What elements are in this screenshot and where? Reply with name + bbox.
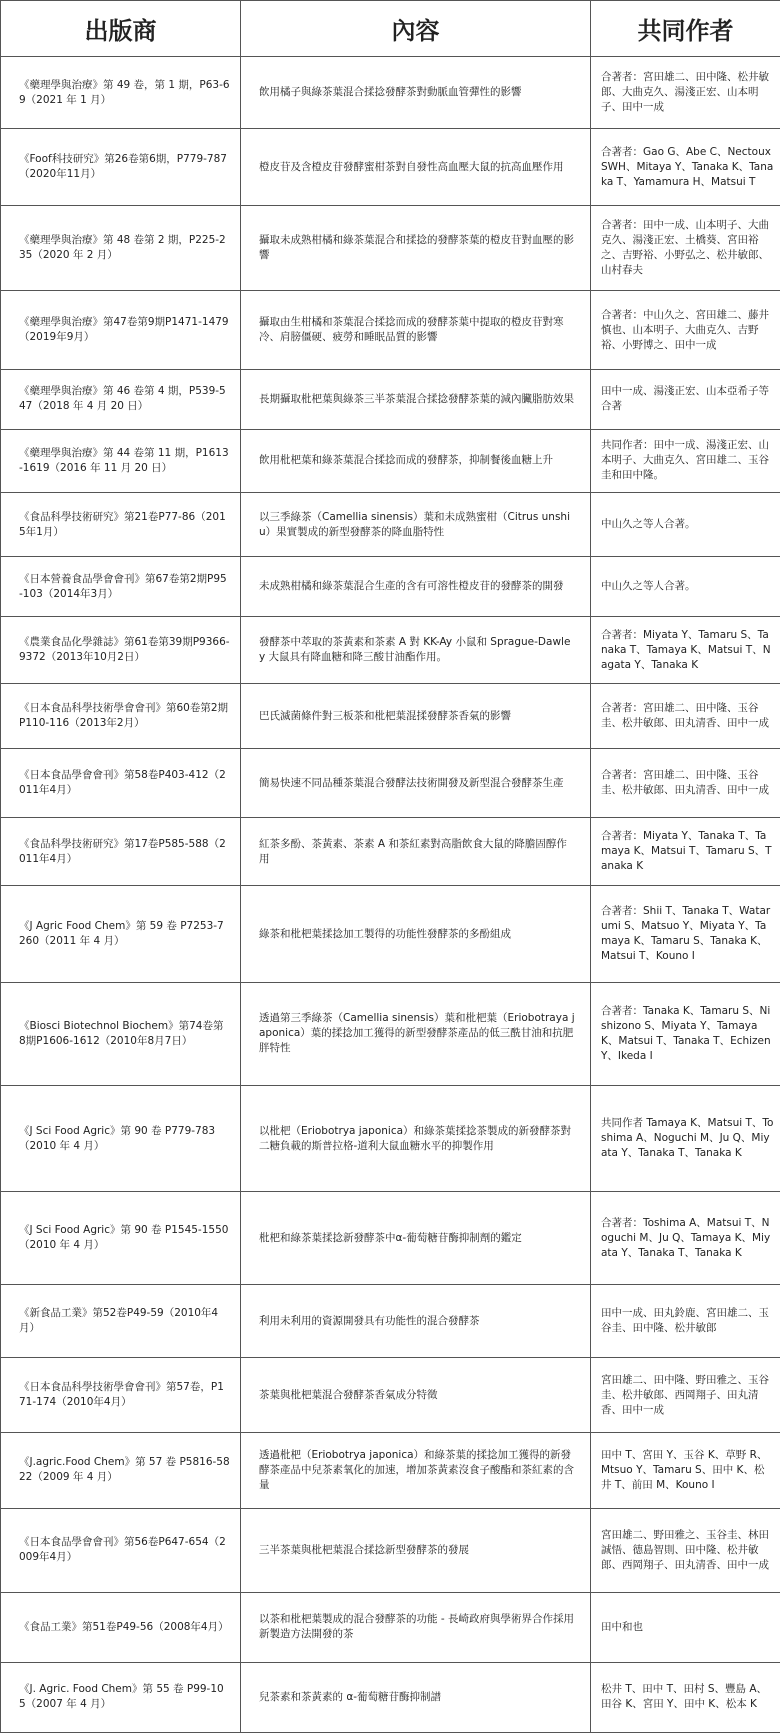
table-row bbox=[1, 291, 780, 369]
content-cell: 以茶和枇杷葉製成的混合發酵茶的功能 - 長崎政府與學術界合作採用新製造方法開發的茶 bbox=[241, 1592, 591, 1662]
publisher-cell: 《日本食品學會會刊》第58卷P403-412（2011年4月） bbox=[1, 749, 241, 818]
table-row bbox=[1, 684, 780, 749]
table-row bbox=[1, 493, 780, 557]
table-row bbox=[1, 1086, 780, 1192]
content-cell: 攝取由生柑橘和茶葉混合揉捻而成的發酵茶葉中提取的橙皮苷對寒冷、肩膀僵硬、疲勞和睡眠品質的影響 bbox=[241, 291, 591, 369]
authors-cell: 合著者：宮田雄二、田中隆、玉谷圭、松井敏郎、田丸清香、田中一成 bbox=[591, 749, 780, 818]
authors-cell: 共同作者 Tamaya K、Matsui T、Toshima A、Noguchi M、Ju Q、Miyata Y、Tanaka T、Tanaka K bbox=[591, 1086, 780, 1192]
authors-cell: 共同作者：田中一成、湯淺正宏、山本明子、大曲克久、宮田雄二、玉谷圭和田中隆。 bbox=[591, 429, 780, 493]
table-row bbox=[1, 369, 780, 429]
publisher-cell: 《食品工業》第51卷P49-56（2008年4月） bbox=[1, 1592, 241, 1662]
authors-cell: 宮田雄二、野田雅之、玉谷圭、林田誠悟、德島智則、田中隆、松井敏郎、西岡翔子、田丸清香、田中一成 bbox=[591, 1508, 780, 1592]
table-row bbox=[1, 617, 780, 684]
content-cell: 枇杷和綠茶葉揉捻新發酵茶中α-葡萄糖苷酶抑制劑的鑑定 bbox=[241, 1191, 591, 1284]
authors-cell: 合著者：田中一成、山本明子、大曲克久、湯淺正宏、土橋葵、宮田裕之、吉野裕、小野弘之、松井敏郎、山村春夫 bbox=[591, 206, 780, 291]
publisher-cell: 《農業食品化學雜誌》第61卷第39期P9366-9372（2013年10月2日） bbox=[1, 617, 241, 684]
authors-cell: 田中 T、宮田 Y、玉谷 K、草野 R、Mtsuo Y、Tamaru S、田中 K、松井 T、前田 M、Kouno I bbox=[591, 1433, 780, 1508]
publisher-cell: 《食品科學技術研究》第17卷P585-588（2011年4月） bbox=[1, 818, 241, 886]
publisher-cell: 《藥理學與治療》第 46 卷第 4 期，P539-547（2018 年 4 月 20 日） bbox=[1, 369, 241, 429]
authors-cell: 宮田雄二、田中隆、野田雅之、玉谷圭、松井敏郎、西岡翔子、田丸清香、田中一成 bbox=[591, 1358, 780, 1433]
content-cell: 以枇杷（Eriobotrya japonica）和綠茶葉揉捻茶製成的新發酵茶對二糖負載的斯普拉格-道利大鼠血糖水平的抑製作用 bbox=[241, 1086, 591, 1192]
table-row bbox=[1, 1285, 780, 1358]
content-cell: 長期攝取枇杷葉與綠茶三半茶葉混合揉捻發酵茶葉的減內臟脂肪效果 bbox=[241, 369, 591, 429]
content-cell: 紅茶多酚、茶黃素、茶素 A 和茶紅素對高脂飲食大鼠的降膽固醇作用 bbox=[241, 818, 591, 886]
content-cell: 巴氏滅菌條件對三板茶和枇杷葉混揉發酵茶香氣的影響 bbox=[241, 684, 591, 749]
content-cell: 透過第三季綠茶（Camellia sinensis）葉和枇杷葉（Eriobotraya japonica）葉的揉捻加工獲得的新型發酵茶產品的低三酰甘油和抗肥胖特性 bbox=[241, 982, 591, 1086]
authors-cell: 田中一成、湯淺正宏、山本亞希子等合著 bbox=[591, 369, 780, 429]
publisher-cell: 《J Sci Food Agric》第 90 卷 P1545-1550（2010 年 4 月） bbox=[1, 1191, 241, 1284]
table-row bbox=[1, 886, 780, 982]
table-row bbox=[1, 1191, 780, 1284]
authors-cell: 田中一成、田丸鈴鹿、宮田雄二、玉谷圭、田中隆、松井敏郎 bbox=[591, 1285, 780, 1358]
authors-cell: 田中和也 bbox=[591, 1592, 780, 1662]
content-cell: 橙皮苷及含橙皮苷發酵蜜柑茶對自發性高血壓大鼠的抗高血壓作用 bbox=[241, 129, 591, 206]
authors-cell: 合著者：Tanaka K、Tamaru S、Nishizono S、Miyata Y、Tamaya K、Matsui T、Tanaka T、Echizen Y、Ikeda I bbox=[591, 982, 780, 1086]
header-row bbox=[1, 1, 780, 57]
authors-cell: 中山久之等人合著。 bbox=[591, 493, 780, 557]
publisher-cell: 《日本營養食品學會會刊》第67卷第2期P95-103（2014年3月） bbox=[1, 557, 241, 617]
table-body bbox=[1, 57, 780, 1733]
table-row bbox=[1, 1592, 780, 1662]
authors-cell: 合著者：Miyata Y、Tamaru S、Tanaka T、Tamaya K、Matsui T、Nagata Y、Tanaka K bbox=[591, 617, 780, 684]
authors-cell: 合著者：Toshima A、Matsui T、Noguchi M、Ju Q、Tamaya K、Miyata Y、Tanaka T、Tanaka K bbox=[591, 1191, 780, 1284]
table-row bbox=[1, 982, 780, 1086]
authors-cell: 合著者：宮田雄二、田中隆、松井敏郎、大曲克久、湯淺正宏、山本明子、田中一成 bbox=[591, 57, 780, 129]
publisher-cell: 《J Agric Food Chem》第 59 卷 P7253-7260（2011 年 4 月） bbox=[1, 886, 241, 982]
publisher-cell: 《日本食品學會會刊》第56卷P647-654（2009年4月） bbox=[1, 1508, 241, 1592]
publisher-cell: 《新食品工業》第52卷P49-59（2010年4月） bbox=[1, 1285, 241, 1358]
authors-column-header: 共同作者 bbox=[591, 1, 780, 57]
publisher-cell: 《食品科學技術研究》第21卷P77-86（2015年1月） bbox=[1, 493, 241, 557]
content-cell: 飲用橘子與綠茶葉混合揉捻發酵茶對動脈血管彈性的影響 bbox=[241, 57, 591, 129]
authors-cell: 中山久之等人合著。 bbox=[591, 557, 780, 617]
content-cell: 利用未利用的資源開發具有功能性的混合發酵茶 bbox=[241, 1285, 591, 1358]
publisher-cell: 《日本食品科學技術學會會刊》第57卷，P171-174（2010年4月） bbox=[1, 1358, 241, 1433]
publisher-cell: 《Biosci Biotechnol Biochem》第74卷第8期P1606-1612（2010年8月7日） bbox=[1, 982, 241, 1086]
table-row bbox=[1, 818, 780, 886]
content-cell: 攝取未成熟柑橘和綠茶葉混合和揉捻的發酵茶葉的橙皮苷對血壓的影響 bbox=[241, 206, 591, 291]
table-row bbox=[1, 206, 780, 291]
table-row bbox=[1, 1662, 780, 1732]
publisher-cell: 《藥理學與治療》第 49 卷，第 1 期，P63-69（2021 年 1 月） bbox=[1, 57, 241, 129]
authors-cell: 合著者：Gao G、Abe C、Nectoux SWH、Mitaya Y、Tanaka K、Tanaka T、Yamamura H、Matsui T bbox=[591, 129, 780, 206]
publisher-cell: 《J. Agric. Food Chem》第 55 卷 P99-105（2007 年 4 月） bbox=[1, 1662, 241, 1732]
content-cell: 飲用枇杷葉和綠茶葉混合揉捻而成的發酵茶，抑制餐後血糖上升 bbox=[241, 429, 591, 493]
content-cell: 兒茶素和茶黃素的 α-葡萄糖苷酶抑制譜 bbox=[241, 1662, 591, 1732]
content-cell: 三半茶葉與枇杷葉混合揉捻新型發酵茶的發展 bbox=[241, 1508, 591, 1592]
authors-cell: 合著者：宮田雄二、田中隆、玉谷圭、松井敏郎、田丸清香、田中一成 bbox=[591, 684, 780, 749]
content-cell: 未成熟柑橘和綠茶葉混合生產的含有可溶性橙皮苷的發酵茶的開發 bbox=[241, 557, 591, 617]
table-row bbox=[1, 1508, 780, 1592]
authors-cell: 合著者：中山久之、宮田雄二、藤井慎也、山本明子、大曲克久、吉野裕、小野博之、田中一成 bbox=[591, 291, 780, 369]
table-row bbox=[1, 749, 780, 818]
table-row bbox=[1, 557, 780, 617]
authors-cell: 合著者：Shii T、Tanaka T、Watarumi S、Matsuo Y、Miyata Y、Tamaya K、Tamaru S、Tanaka K、Matsui T、Kouno I bbox=[591, 886, 780, 982]
publisher-cell: 《J Sci Food Agric》第 90 卷 P779-783（2010 年 4 月） bbox=[1, 1086, 241, 1192]
table-row bbox=[1, 57, 780, 129]
publisher-cell: 《藥理學與治療》第 44 卷第 11 期，P1613-1619（2016 年 11 月 20 日） bbox=[1, 429, 241, 493]
authors-cell: 松井 T、田中 T、田村 S、豐島 A、田谷 K、宮田 Y、田中 K、松本 K bbox=[591, 1662, 780, 1732]
publisher-cell: 《J.agric.Food Chem》第 57 卷 P5816-5822（2009 年 4 月） bbox=[1, 1433, 241, 1508]
publisher-column-header: 出版商 bbox=[1, 1, 241, 57]
content-cell: 透過枇杷（Eriobotrya japonica）和綠茶葉的揉捻加工獲得的新發酵茶產品中兒茶素氧化的加速，增加茶黃素沒食子酸酯和茶紅素的含量 bbox=[241, 1433, 591, 1508]
table-row bbox=[1, 429, 780, 493]
publisher-cell: 《藥理學與治療》第47卷第9期P1471-1479（2019年9月） bbox=[1, 291, 241, 369]
table-row bbox=[1, 1358, 780, 1433]
table-row bbox=[1, 1433, 780, 1508]
content-cell: 以三季綠茶（Camellia sinensis）葉和未成熟蜜柑（Citrus unshiu）果實製成的新型發酵茶的降血脂特性 bbox=[241, 493, 591, 557]
authors-cell: 合著者：Miyata Y、Tanaka T、Tamaya K、Matsui T、Tamaru S、Tanaka K bbox=[591, 818, 780, 886]
table-row bbox=[1, 129, 780, 206]
publisher-cell: 《Foof科技研究》第26卷第6期，P779-787（2020年11月） bbox=[1, 129, 241, 206]
publisher-cell: 《日本食品科學技術學會會刊》第60卷第2期P110-116（2013年2月） bbox=[1, 684, 241, 749]
content-cell: 茶葉與枇杷葉混合發酵茶香氣成分特徵 bbox=[241, 1358, 591, 1433]
content-cell: 發酵茶中萃取的茶黃素和茶素 A 對 KK-Ay 小鼠和 Sprague-Dawley 大鼠具有降血糖和降三酸甘油酯作用。 bbox=[241, 617, 591, 684]
content-cell: 綠茶和枇杷葉揉捻加工製得的功能性發酵茶的多酚組成 bbox=[241, 886, 591, 982]
content-column-header: 內容 bbox=[241, 1, 591, 57]
publisher-cell: 《藥理學與治療》第 48 卷第 2 期，P225-235（2020 年 2 月） bbox=[1, 206, 241, 291]
content-cell: 簡易快速不同品種茶葉混合發酵法技術開發及新型混合發酵茶生產 bbox=[241, 749, 591, 818]
